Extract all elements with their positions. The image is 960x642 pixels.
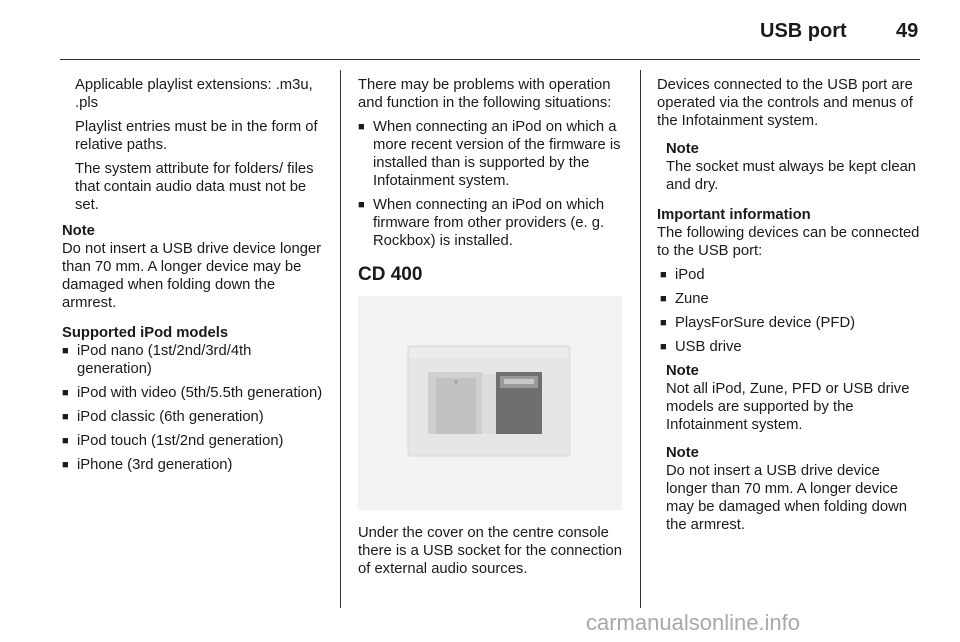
note-block bbox=[657, 444, 925, 534]
list-item: ■ iPod nano (1st/2nd/3rd/4th generation) bbox=[62, 343, 252, 377]
paragraph: Devices connected to the USB port are operated via the controls and menus of the Infotainment system. bbox=[657, 77, 913, 129]
list-item: ■ Zune bbox=[660, 291, 709, 307]
list-item: ■ iPod bbox=[660, 267, 705, 283]
playlist-info bbox=[62, 76, 324, 214]
note-label: Note bbox=[666, 363, 699, 379]
usb-socket-illustration bbox=[358, 296, 622, 510]
list-item: ■ iPod classic (6th generation) bbox=[62, 409, 264, 425]
note-label: Note bbox=[666, 141, 699, 157]
list-item: ■ iPod touch (1st/2nd generation) bbox=[62, 433, 284, 449]
paragraph: There may be problems with operation and function in the following situations: bbox=[358, 77, 612, 111]
problem-situations-list bbox=[358, 118, 626, 250]
column-divider bbox=[340, 70, 341, 608]
note-text: Do not insert a USB drive device longer than 70 mm. A longer device may be damaged when folding down the armrest. bbox=[666, 463, 908, 533]
note-label: Note bbox=[62, 223, 95, 239]
note-text: Not all iPod, Zune, PFD or USB drive models are supported by the Infotainment system. bbox=[666, 381, 910, 433]
usb-socket-icon bbox=[358, 296, 622, 510]
note-label: Note bbox=[666, 445, 699, 461]
header-divider bbox=[60, 59, 920, 60]
section-heading: Important information bbox=[657, 207, 811, 223]
bullet-icon: ■ bbox=[660, 269, 667, 281]
bullet-icon: ■ bbox=[660, 341, 667, 353]
paragraph: Playlist entries must be in the form of relative paths. bbox=[75, 119, 318, 153]
ipod-models-list bbox=[62, 342, 324, 474]
column-1 bbox=[62, 76, 324, 480]
section-title: CD 400 bbox=[358, 264, 423, 285]
list-item: ■ When connecting an iPod on which a more recent version of the firmware is installed than is supported by the Infotainment system. bbox=[358, 119, 621, 189]
bullet-icon: ■ bbox=[62, 459, 69, 471]
note-text: The socket must always be kept clean and dry. bbox=[666, 159, 917, 193]
note-block bbox=[657, 140, 925, 194]
devices-wrapper bbox=[657, 266, 925, 356]
paragraph: The following devices can be connected to the USB port: bbox=[657, 225, 920, 259]
bullet-icon: ■ bbox=[358, 121, 365, 133]
list-item: ■ USB drive bbox=[660, 339, 742, 355]
list-item: ■ PlaysForSure device (PFD) bbox=[660, 315, 856, 331]
list-item: ■ iPod with video (5th/5.5th generation) bbox=[62, 385, 323, 401]
watermark-text: carmanualsonline.info bbox=[586, 610, 801, 635]
column-2 bbox=[358, 76, 626, 584]
bullet-icon: ■ bbox=[62, 435, 69, 447]
bullet-icon: ■ bbox=[358, 199, 365, 211]
note-block bbox=[657, 362, 925, 434]
paragraph: The system attribute for folders/ files that contain audio data must not be set. bbox=[75, 161, 314, 213]
page-header bbox=[0, 0, 960, 62]
column-divider bbox=[640, 70, 641, 608]
bullet-icon: ■ bbox=[62, 387, 69, 399]
bullet-icon: ■ bbox=[62, 345, 69, 357]
bullet-icon: ■ bbox=[62, 411, 69, 423]
supported-devices-list bbox=[660, 266, 925, 356]
page-title: USB port bbox=[760, 20, 847, 42]
paragraph: Applicable playlist extensions: .m3u, .pls bbox=[75, 77, 313, 111]
list-item: ■ iPhone (3rd generation) bbox=[62, 457, 233, 473]
note-block bbox=[62, 222, 324, 312]
page-number: 49 bbox=[896, 20, 919, 42]
list-item: ■ When connecting an iPod on which firmware from other providers (e. g. Rockbox) is installed. bbox=[358, 197, 605, 249]
bullet-icon: ■ bbox=[660, 317, 667, 329]
bullet-icon: ■ bbox=[660, 293, 667, 305]
figure-caption: Under the cover on the centre console there is a USB socket for the connection of external audio sources. bbox=[358, 525, 623, 577]
column-3 bbox=[657, 76, 925, 534]
note-text: Do not insert a USB drive device longer than 70 mm. A longer device may be damaged when folding down the armrest. bbox=[62, 241, 322, 311]
section-heading: Supported iPod models bbox=[62, 325, 229, 341]
